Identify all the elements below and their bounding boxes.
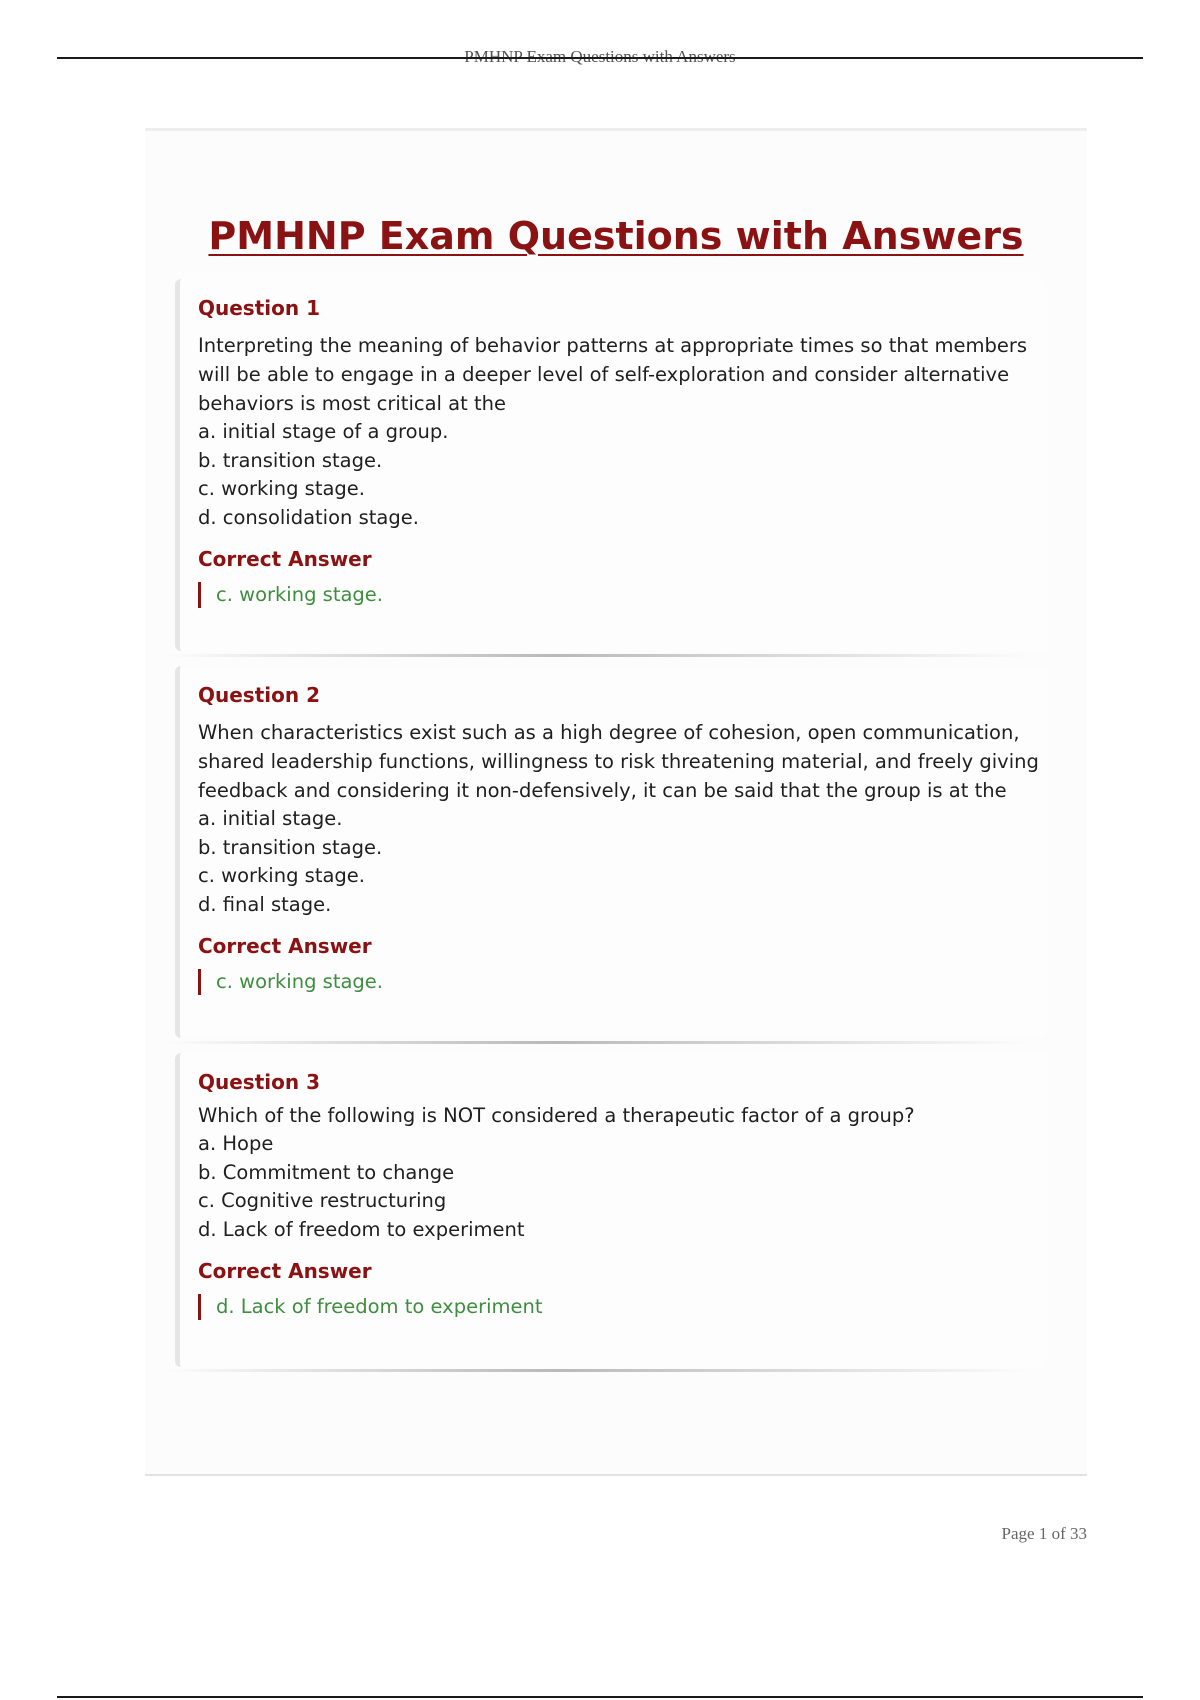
correct-answer-label: Correct Answer: [198, 547, 372, 571]
option-item: b. transition stage.: [198, 448, 383, 472]
option-item: c. Cognitive restructuring: [198, 1189, 447, 1212]
question-card: [175, 279, 1047, 651]
question-text: Which of the following is NOT considered a therapeutic factor of a group?: [198, 1104, 915, 1127]
footer-rule: [57, 1696, 1143, 1698]
option-item: d. consolidation stage.: [198, 505, 419, 529]
option-list: [198, 1130, 1047, 1244]
option-list: [198, 418, 1047, 532]
question-card: [175, 1053, 1047, 1367]
option-item: d. final stage.: [198, 892, 332, 916]
question-heading: Question 2: [198, 683, 320, 707]
page-header: [57, 46, 1143, 76]
question-heading: Question 1: [198, 296, 320, 320]
correct-answer-value: d. Lack of freedom to experiment: [198, 1294, 1047, 1320]
correct-answer-value: c. working stage.: [198, 969, 1047, 995]
header-rule: [57, 57, 1143, 59]
correct-answer-value: c. working stage.: [198, 582, 1047, 608]
option-item: c. working stage.: [198, 477, 365, 500]
question-text: When characteristics exist such as a high degree of cohesion, open communication, shared leadership functions, willingness to risk threatening material, and freely giving feedback and considering it non-defensively, it can be said that the group is at the: [198, 721, 1039, 802]
option-list: [198, 805, 1047, 919]
option-item: a. initial stage of a group.: [198, 420, 449, 443]
option-item: b. Commitment to change: [198, 1160, 455, 1184]
question-text: Interpreting the meaning of behavior patterns at appropriate times so that members will be able to engage in a deeper level of self-exploration and consider alternative behaviors is most critical at the: [198, 334, 1028, 415]
card-divider: [165, 1369, 1030, 1372]
option-item: b. transition stage.: [198, 835, 383, 859]
option-item: a. Hope: [198, 1132, 274, 1155]
document-title: PMHNP Exam Questions with Answers: [208, 214, 1024, 258]
question-heading: Question 3: [198, 1070, 320, 1094]
option-item: a. initial stage.: [198, 807, 343, 830]
correct-answer-label: Correct Answer: [198, 934, 372, 958]
option-item: c. working stage.: [198, 864, 365, 887]
question-card: [175, 666, 1047, 1038]
correct-answer-label: Correct Answer: [198, 1259, 372, 1283]
card-divider: [165, 654, 1030, 657]
option-item: d. Lack of freedom to experiment: [198, 1217, 525, 1241]
content-panel: [145, 128, 1087, 1476]
page-number: Page 1 of 33: [1001, 1524, 1087, 1543]
card-divider: [165, 1041, 1030, 1044]
